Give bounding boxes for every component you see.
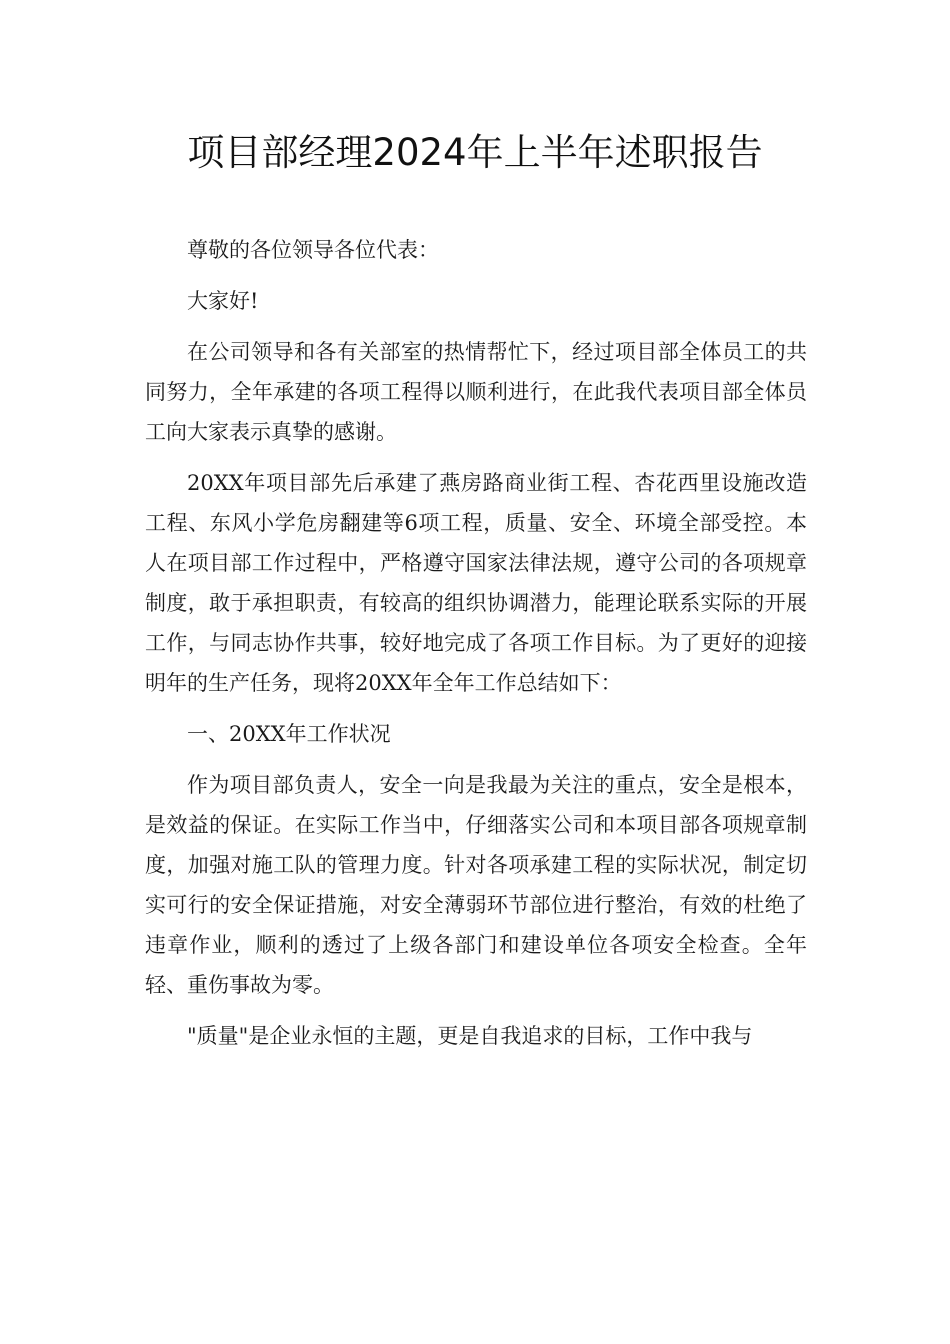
paragraph: 作为项目部负责人，安全一向是我最为关注的重点，安全是根本，是效益的保证。在实际工作当中，仔细落实公司和本项目部各项规章制度，加强对施工队的管理力度。针对各项承建工程的实际状况，制定切实可行的安全保证措施，对安全薄弱环节部位进行整治，有效的杜绝了违章作业，顺利的透过了上级各部门和建设单位各项安全检查。全年轻、重伤事故为零。: [145, 773, 807, 997]
document-body: [145, 230, 807, 1067]
section-heading: 一、20XX年工作状况: [187, 722, 391, 746]
salutation: 尊敬的各位领导各位代表：: [187, 238, 439, 262]
paragraph: "质量"是企业永恒的主题，更是自我追求的目标，工作中我与: [187, 1024, 753, 1048]
paragraph: 20XX年项目部先后承建了燕房路商业街工程、杏花西里设施改造工程、东风小学危房翻建等6项工程，质量、安全、环境全部受控。本人在项目部工作过程中，严格遵守国家法律法规，遵守公司的各项规章制度，敢于承担职责，有较高的组织协调潜力，能理论联系实际的开展工作，与同志协作共事，较好地完成了各项工作目标。为了更好的迎接明年的生产任务，现将20XX年全年工作总结如下：: [145, 471, 807, 695]
document-title: 项目部经理2024年上半年述职报告: [187, 131, 763, 174]
greeting: 大家好!: [187, 289, 259, 313]
paragraph: 在公司领导和各有关部室的热情帮忙下，经过项目部全体员工的共同努力，全年承建的各项工程得以顺利进行，在此我代表项目部全体员工向大家表示真挚的感谢。: [145, 340, 807, 444]
